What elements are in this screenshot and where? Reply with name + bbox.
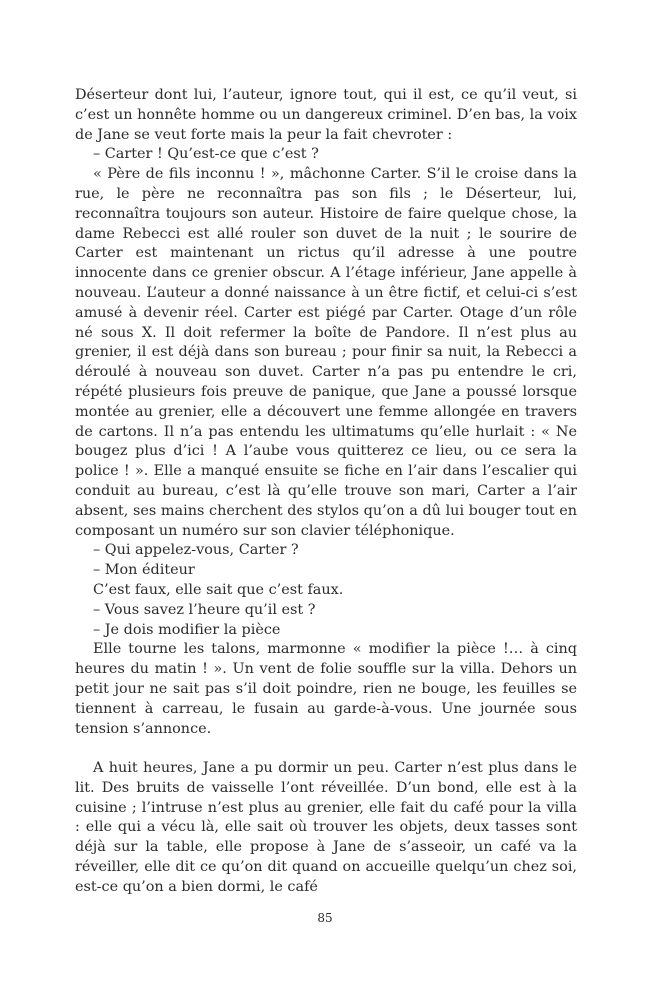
- paragraph: « Père de fils inconnu ! », mâchonne Carter. S’il le croise dans la rue, le père ne reconnaîtra pas son fils ; le Déserteur, lui, reconnaîtra toujours son auteur. Histoire de faire quelque chose, la dame Rebecci est allé rouler son duvet de la nuit ; le sourire de Carter est maintenant un rictus qu’il adresse à une poutre innocente dans ce grenier obscur. A l’étage inférieur, Jane appelle à nouveau. L’auteur a donné naissance à un être fictif, et celui-ci s’est amusé à devenir réel. Carter est piégé par Carter. Otage d’un rôle né sous X. Il doit refermer la boîte de Pandore. Il n’est plus au grenier, il est déjà dans son bureau ; pour finir sa nuit, la Rebecci a déroulé à nouveau son duvet. Carter n’a pas pu entendre le cri, répété plusieurs fois preuve de panique, que Jane a poussé lorsque montée au grenier, elle a découvert une femme allongée en travers de cartons. Il n’a pas entendu les ultimatums qu’elle hurlait : « Ne bougez plus d’ici ! A l’aube vous quitterez ce lieu, ou ce sera la police ! ». Elle a manqué ensuite se fiche en l’air dans l’escalier qui conduit au bureau, c’est là qu’elle trouve son mari, Carter a l’air absent, ses mains cherchent des stylos qu’on a dû lui bouger tout en composant un numéro sur son clavier téléphonique.: [75, 166, 577, 539]
- dialogue-line: – Qui appelez-vous, Carter ?: [93, 542, 299, 559]
- paragraph: C’est faux, elle sait que c’est faux.: [93, 581, 344, 598]
- dialogue-line: – Mon éditeur: [93, 562, 195, 579]
- dialogue-line: – Je dois modifier la pièce: [93, 621, 281, 638]
- paragraph: Elle tourne les talons, marmonne « modifier la pièce !… à cinq heures du matin ! ». Un vent de folie souffle sur la villa. Dehors un petit jour ne sait pas s’il doit poindre, rien ne bouge, les feuilles se tiennent à carreau, le fusain au garde-à-vous. Une journée sous tension s’annonce.: [75, 641, 577, 737]
- dialogue-line: – Carter ! Qu’est-ce que c’est ?: [93, 146, 319, 163]
- page-number: 85: [317, 911, 333, 925]
- section-1: [75, 86, 577, 739]
- paragraph: Déserteur dont lui, l’auteur, ignore tout, qui il est, ce qu’il veut, si c’est un honnête homme ou un dangereux criminel. D’en bas, la voix de Jane se veut forte mais la peur la fait chevroter :: [75, 87, 577, 143]
- page-body: [75, 86, 577, 898]
- dialogue-line: – Vous savez l’heure qu’il est ?: [93, 601, 316, 618]
- section-2: [75, 759, 577, 898]
- section-break: [75, 739, 577, 759]
- paragraph: A huit heures, Jane a pu dormir un peu. Carter n’est plus dans le lit. Des bruits de vaisselle l’ont réveillée. D’un bond, elle est à la cuisine ; l’intruse n’est plus au grenier, elle fait du café pour la villa : elle qui a vécu là, elle sait où trouver les objets, deux tasses sont déjà sur la table, elle propose à Jane de s’asseoir, un café va la réveiller, elle dit ce qu’on dit quand on accueille quelqu’un chez soi, est-ce qu’on a bien dormi, le café: [75, 760, 577, 895]
